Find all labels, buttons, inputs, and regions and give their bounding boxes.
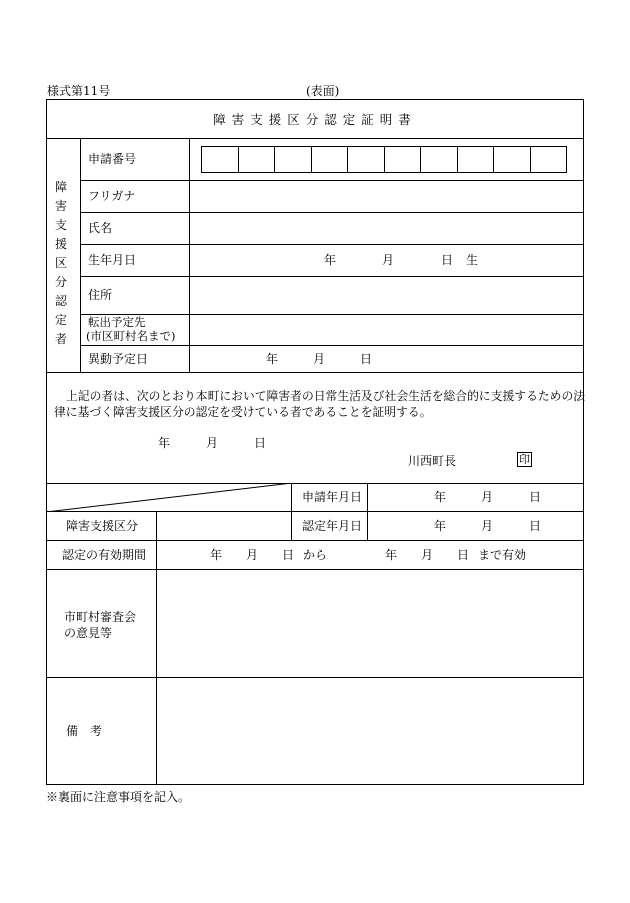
validity-until-day-unit: 日: [457, 548, 470, 562]
application-number-digit-box[interactable]: [202, 147, 239, 172]
application-number-digit-box[interactable]: [239, 147, 276, 172]
certificate-text-line1: 上記の者は、次のとおり本町において障害者の日常生活及び社会生活を総合的に支援するための法: [66, 389, 586, 403]
validity-until: まで有効: [478, 548, 527, 562]
birth-suffix: 生: [466, 253, 479, 267]
issue-day-unit: 日: [254, 436, 267, 450]
address-label: 住所: [88, 288, 113, 302]
application-year-unit: 年: [434, 490, 447, 504]
birth-year-unit: 年: [324, 253, 337, 267]
application-number-digit-box[interactable]: [494, 147, 531, 172]
birth-day-unit: 日: [441, 253, 454, 267]
furigana-label: フリガナ: [88, 189, 136, 203]
move-month-unit: 月: [313, 352, 326, 366]
certification-month-unit: 月: [481, 519, 494, 533]
mayor-title: 川西町長: [408, 454, 457, 468]
application-number-digit-box[interactable]: [458, 147, 495, 172]
validity-from-month-unit: 月: [246, 548, 259, 562]
side-label: (表面): [306, 84, 340, 98]
application-number-digit-box[interactable]: [312, 147, 349, 172]
application-number-digit-box[interactable]: [275, 147, 312, 172]
diagonal-slash: [46, 483, 292, 512]
move-year-unit: 年: [266, 352, 279, 366]
issue-year-unit: 年: [158, 436, 171, 450]
seal-mark: 印: [519, 453, 530, 466]
opinion-label-line2: の意見等: [64, 626, 113, 640]
move-date-label: 異動予定日: [88, 352, 149, 366]
remarks-label: 備 考: [66, 724, 103, 738]
application-day-unit: 日: [529, 490, 542, 504]
certification-year-unit: 年: [434, 519, 447, 533]
issue-month-unit: 月: [206, 436, 219, 450]
move-destination-note: (市区町村名まで): [86, 329, 176, 343]
application-date-label: 申請年月日: [302, 490, 363, 504]
form-number: 様式第11号: [47, 84, 111, 98]
application-number-digit-box[interactable]: [348, 147, 385, 172]
certificate-text-line2: 律に基づく障害支援区分の認定を受けている者であることを証明する。: [54, 405, 432, 419]
certification-date-label: 認定年月日: [302, 519, 363, 533]
footnote: ※裏面に注意事項を記入。: [46, 790, 191, 804]
birth-month-unit: 月: [382, 253, 395, 267]
application-number-digit-box[interactable]: [531, 147, 567, 172]
validity-from: から: [303, 548, 328, 562]
validity-from-year-unit: 年: [210, 548, 223, 562]
support-level-label: 障害支援区分: [66, 519, 139, 533]
application-number-label: 申請番号: [88, 152, 137, 166]
validity-from-day-unit: 日: [282, 548, 295, 562]
validity-label: 認定の有効期間: [62, 548, 147, 562]
name-label: 氏名: [88, 221, 113, 235]
application-number-digit-box[interactable]: [421, 147, 458, 172]
application-number-digit-box[interactable]: [385, 147, 422, 172]
opinion-label-line1: 市町村審査会: [64, 610, 137, 624]
application-month-unit: 月: [481, 490, 494, 504]
validity-until-month-unit: 月: [421, 548, 434, 562]
application-number-boxes[interactable]: [201, 146, 567, 173]
move-day-unit: 日: [360, 352, 373, 366]
form-title: 障害支援区分認定証明書: [213, 112, 417, 127]
certification-day-unit: 日: [529, 519, 542, 533]
move-destination-label: 転出予定先: [88, 315, 146, 329]
applicant-group-label: 障害支援区分認定者: [54, 180, 67, 346]
validity-until-year-unit: 年: [385, 548, 398, 562]
birth-date-label: 生年月日: [88, 253, 137, 267]
